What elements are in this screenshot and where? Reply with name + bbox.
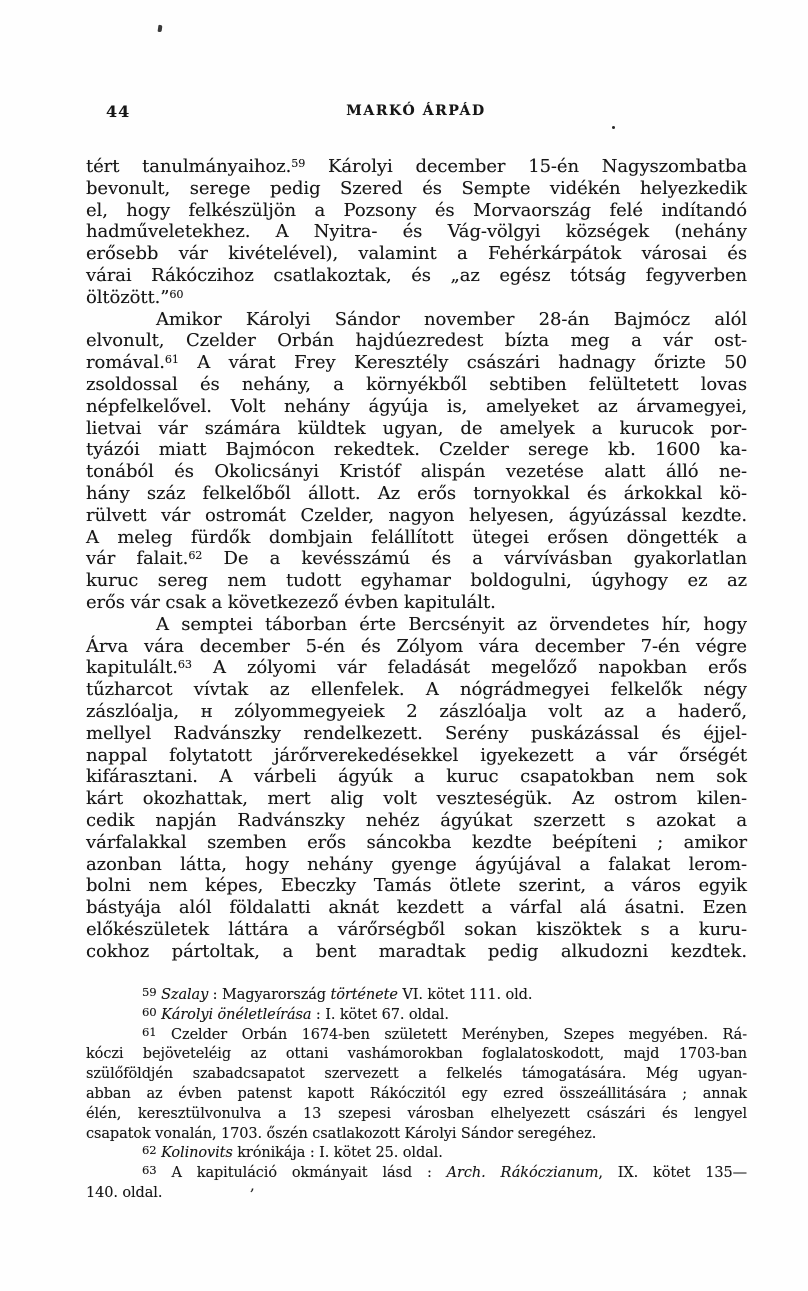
- text-line: $^{60}$ Károlyi önéletleírása : I. kötet 67. oldal.: [142, 1004, 449, 1023]
- footnotes: [86, 986, 747, 1204]
- text-line: hadműveletekhez. A Nyitra- és Vág-völgyi községek (nehány: [86, 221, 747, 243]
- footnote-ref: 61: [164, 353, 179, 367]
- footnote-ref: 61: [142, 1024, 157, 1039]
- text-line: Árva vára december 5-én és Zólyom vára december 7-én végre: [86, 635, 747, 657]
- text-line: csapatok vonalán, 1703. őszén csatlakozott Károlyi Sándor seregéhez.: [86, 1125, 597, 1142]
- text-line: várfalakkal szemben erős sáncokba kezdte beépíteni ; amikor: [86, 831, 747, 853]
- text-line: bolni nem képes, Ebeczky Tamás ötlete szerint, a város egyik: [86, 875, 747, 897]
- text-line: rülvett vár ostromát Czelder, nagyon helyesen, ágyúzással kezdte.: [86, 504, 747, 526]
- footnote-ref: 60: [142, 1004, 157, 1019]
- footnote-ref: 59: [142, 985, 157, 1000]
- text-line: vár falait.$^{62}$ De a kevésszámú és a várvívásban gyakorlatlan: [86, 548, 747, 570]
- footnote-ref: 63: [142, 1163, 157, 1178]
- text-line: $^{62}$ Kolinovits krónikája : I. kötet 25. oldal.: [142, 1143, 443, 1162]
- text-line: élén, keresztülvonulva a 13 szepesi városban elhelyezett császári és lengyel: [86, 1105, 747, 1122]
- text-line: tért tanulmányaihoz.$^{59}$ Károlyi december 15-én Nagyszombatba: [86, 156, 747, 177]
- text-line: 140. oldal.: [86, 1184, 163, 1201]
- text-line: $^{61}$ Czelder Orbán 1674-ben született Merényben, Szepes megyében. Rá-: [142, 1024, 747, 1043]
- text-line: kuruc sereg nem tudott egyhamar boldogulni, úgyhogy ez az: [86, 570, 747, 592]
- footnote-ref: 63: [177, 658, 192, 672]
- body-text: [86, 156, 747, 962]
- text-line: kifárasztani. A várbeli ágyúk a kuruc csapatokban nem sok: [86, 766, 747, 788]
- footnote-ref: 62: [142, 1143, 157, 1158]
- footnote-ref: 60: [169, 287, 184, 301]
- text-line: mellyel Radvánszky rendelkezett. Serény puskázással és éjjel-: [86, 722, 747, 744]
- text-line: azonban látta, hogy nehány gyenge ágyújával a falakat lerom-: [86, 853, 747, 875]
- text-line: népfelkelővel. Volt nehány ágyúja is, amelyeket az árvamegyei,: [86, 395, 747, 417]
- scan-speck: [158, 25, 163, 32]
- text-line: öltözött.”$^{60}$: [86, 286, 184, 308]
- text-line: Amikor Károlyi Sándor november 28-án Bajmócz alól: [156, 308, 747, 330]
- text-line: szülőföldjén szabadcsapatot szervezett a felkelés támogatására. Még ugyan-: [86, 1066, 747, 1083]
- text-line: bevonult, serege pedig Szered és Sempte vidékén helyezkedik: [86, 177, 747, 199]
- text-line: A meleg fürdők dombjain felállított ütegei erősen döngették a: [86, 526, 747, 548]
- text-line: nappal folytatott járőrverekedésekkel igyekezett a vár őrségét: [86, 744, 747, 766]
- text-line: elvonult, Czelder Orbán hajdúezredest bízta meg a vár ost-: [86, 330, 747, 352]
- text-line: várai Rákóczihoz csatlakoztak, és „az egész tótság fegyverben: [86, 264, 747, 286]
- text-line: zsoldossal és nehány, a környékből sebtiben felültetett lovas: [86, 373, 747, 395]
- text-line: tűzharcot vívtak az ellenfelek. A nógrádmegyei felkelők négy: [86, 679, 747, 701]
- text-line: A semptei táborban érte Bercsényit az örvendetes hír, hogy: [156, 613, 747, 635]
- text-line: kapitulált.$^{63}$ A zólyomi vár feladását megelőző napokban erős: [86, 657, 747, 679]
- footnote-ref: 62: [188, 549, 203, 563]
- page-number: 44: [106, 102, 131, 121]
- running-title: MARKÓ ÁRPÁD: [346, 103, 486, 119]
- text-line: cedik napján Radvánszky nehéz ágyúkat szerzett s azokat a: [86, 809, 747, 831]
- text-line: erős vár csak a következező évben kapitulált.: [86, 591, 496, 613]
- text-line: romával.$^{61}$ A várat Frey Keresztély császári hadnagy őrizte 50: [86, 352, 747, 374]
- text-line: tyázói miatt Bajmócon rekedtek. Czelder serege kb. 1600 ka-: [86, 439, 747, 461]
- text-line: kóczi bejöveteléig az ottani vashámorokban foglalatoskodott, majd 1703-ban: [86, 1046, 747, 1063]
- text-line: előkészületek láttára a várőrségből sokan kiszöktek s a kuru-: [86, 918, 747, 940]
- text-line: $^{63}$ A kapituláció okmányait lásd : Arch. Rákóczianum, IX. kötet 135—: [142, 1163, 747, 1182]
- text-line: $^{59}$ Szalay : Magyarország története VI. kötet 111. old.: [142, 985, 533, 1003]
- text-line: el, hogy felkészüljön a Pozsony és Morvaország felé indítandó: [86, 199, 747, 221]
- text-line: cokhoz pártoltak, a bent maradtak pedig alkudozni kezdtek.: [86, 940, 747, 962]
- scan-stray-comma: ,: [250, 1176, 255, 1194]
- text-line: kárt okozhattak, mert alig volt veszteségük. Az ostrom kilen-: [86, 788, 747, 810]
- footnote-ref: 59: [291, 156, 306, 170]
- text-line: tonából és Okolicsányi Kristóf alispán vezetése alatt álló ne-: [86, 461, 747, 483]
- text-line: bástyája alól földalatti aknát kezdett a várfal alá ásatni. Ezen: [86, 897, 747, 919]
- text-line: abban az évben patenst kapott Rákóczitól egy ezred összeállitására ; annak: [86, 1085, 747, 1102]
- scan-dot: [612, 126, 615, 129]
- text-line: hány száz felkelőből állott. Az erős tornyokkal és árkokkal kö-: [86, 482, 747, 504]
- text-line: lietvai vár számára küldtek ugyan, de amelyek a kurucok por-: [86, 417, 747, 439]
- text-line: zászlóalja, н zólyommegyeiek 2 zászlóalja volt az a haderő,: [86, 700, 747, 722]
- text-line: erősebb vár kivételével), valamint a Fehérkárpátok városai és: [86, 243, 747, 265]
